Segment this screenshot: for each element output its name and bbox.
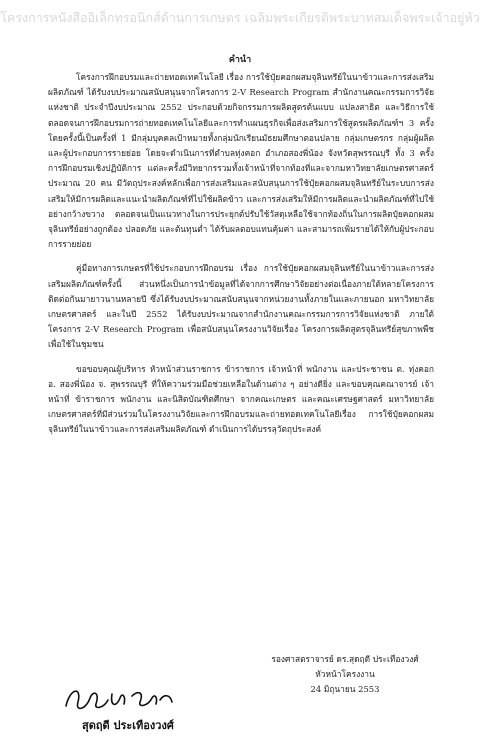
- signature-date: 24 มิถุนายน 2553: [310, 684, 380, 694]
- paragraph-thanks: ขอขอบคุณผู้บริหาร หัวหน้าส่วนราชการ ข้าราชการ เจ้าหน้าที่ พนักงาน และประชาชน ต. ทุ่งคอก อ. สองพี่น้อง จ. สุพรรณบุรี ที่ให้ความร่วมมือช่วยเหลือในด้านต่าง ๆ อย่างดียิ่ง และขอบคุณคณาจารย์ เจ้าหน้าที่ ข้าราชการ พนักงาน และนิสิตบัณฑิตศึกษา จากคณะเกษตร และคณะเศรษฐศาสตร์ มหาวิทยาลัยเกษตรศาสตร์ที่มีส่วนร่วมในโครงงานวิจัยและการฝึกอบรมและถ่ายทอดเทคโนโลยีเรื่อง การใช้ปุ๋ยคอกผสมจุลินทรีย์ในนาข้าวและการส่งเสริมผลิตภัณฑ์ ดำเนินการได้บรรลุวัตถุประสงค์: [48, 363, 434, 435]
- handwritten-signature: [60, 680, 180, 720]
- signer-name: รองศาสตราจารย์ ดร.สุดฤดี ประเทืองวงศ์: [271, 654, 419, 664]
- watermark-header: โครงการหนังสืออิเล็กทรอนิกส์ด้านการเกษตร เฉลิมพระเกียรติพระบาทสมเด็จพระเจ้าอยู่หัว: [0, 10, 480, 25]
- stamped-name: สุดฤดี ประเทืองวงศ์: [82, 719, 174, 732]
- signer-position: หัวหน้าโครงงาน: [315, 669, 375, 679]
- page-title: คำนำ: [228, 55, 252, 65]
- signature-block: [240, 652, 450, 697]
- document-body: [48, 70, 434, 447]
- paragraph-manual: คู่มือทางการเกษตรที่ใช้ประกอบการฝึกอบรม เรื่อง การใช้ปุ๋ยคอกผสมจุลินทรีย์ในนาข้าวและการส่งเสริมผลิตภัณฑ์ครั้งนี้ ส่วนหนึ่งเป็นการนำข้อมูลที่ได้จากการศึกษาวิจัยอย่างต่อเนื่องภายใต้หลายโครงการติดต่อกันมายาวนานหลายปี ซึ่งได้รับงบประมาณสนับสนุนจากหน่วยงานทั้งภายในและภายนอก มหาวิทยาลัยเกษตรศาสตร์ และในปี 2552 ได้รับงบประมาณจากสำนักงานคณะกรรมการการวิจัยแห่งชาติ ภายใต้โครงการ 2-V Research Program เพื่อสนับสนุนโครงงานวิจัยเรื่อง โครงการผลิตสูตรจุลินทรีย์สุขภาพพืชเพื่อใช้ในชุมชน: [48, 263, 434, 350]
- paragraph-intro: โครงการฝึกอบรมและถ่ายทอดเทคโนโลยี เรื่อง การใช้ปุ๋ยคอกผสมจุลินทรีย์ในนาข้าวและการส่งเสริมผลิตภัณฑ์ ได้รับงบประมาณสนับสนุนจากโครงการ 2-V Research Program สำนักงานคณะกรรมการวิจัยแห่งชาติ ประจำปีงบประมาณ 2552 ประกอบด้วยกิจกรรมการผลิตสูตรต้นแบบ แปลงสาธิต และวิธีการใช้ตลอดจนการฝึกอบรมการถ่ายทอดเทคโนโลยีและการทำแผนธุรกิจเพื่อส่งเสริมการใช้สูตรผลิตภัณฑ์ฯ 3 ครั้ง โดยครั้งนี้เป็นครั้งที่ 1 มีกลุ่มบุคคลเป้าหมายทั้งกลุ่มนักเรียนมัธยมศึกษาตอนปลาย กลุ่มเกษตรกร กลุ่มผู้ผลิตและผู้ประกอบการรายย่อย โดยจะดำเนินการที่ตำบลทุ่งคอก อำเภอสองพี่น้อง จังหวัดสุพรรณบุรี ทั้ง 3 ครั้ง การฝึกอบรมเชิงปฏิบัติการ แต่ละครั้งมีวิทยากรรวมทั้งเจ้าหน้าที่จากท้องที่และจากมหาวิทยาลัยเกษตรศาสตร์ ประมาณ 20 คน มีวัตถุประสงค์หลักเพื่อการส่งเสริมและสนับสนุนการใช้ปุ๋ยคอกผสมจุลินทรีย์ในระบบการส่งเสริมให้มีการผลิตและแนะนำผลิตภัณฑ์ที่ไปใช้ผลิตข้าว และการส่งเสริมให้มีการผลิตและนำผลิตภัณฑ์ที่ไปใช้อย่างกว้างขวาง ตลอดจนเป็นแนวทางในการประยุกต์ปรับใช้วัสดุเหลือใช้จากท้องถิ่นในการผลิตปุ๋ยคอกผสมจุลินทรีย์อย่างถูกต้อง ปลอดภัย และต้นทุนต่ำ ได้รับผลตอบแทนคุ้มค่า และสามารถเพิ่มรายได้ให้กับผู้ประกอบการรายย่อย: [48, 72, 434, 250]
